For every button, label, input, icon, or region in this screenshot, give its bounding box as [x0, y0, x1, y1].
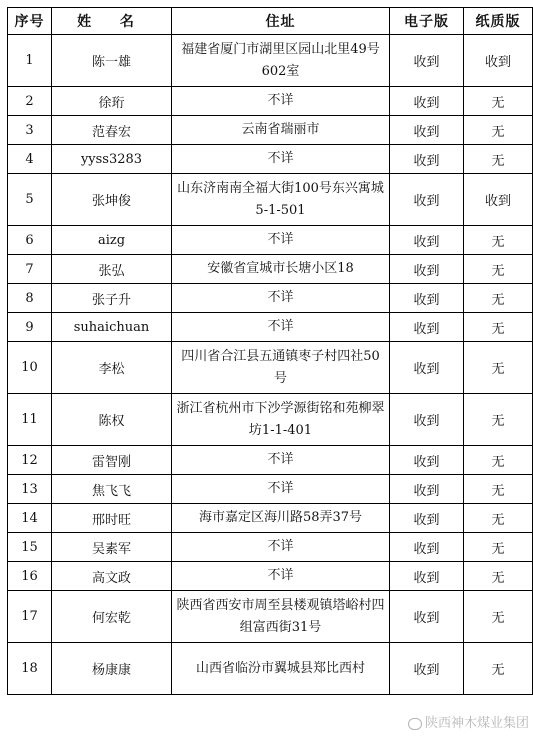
row-name: 何宏乾	[52, 591, 172, 643]
row-digital-status: 收到	[390, 504, 464, 533]
row-digital-status: 收到	[390, 87, 464, 116]
row-name: 雷智刚	[52, 446, 172, 475]
row-digital-status: 收到	[390, 446, 464, 475]
row-number: 5	[8, 174, 52, 226]
table-row	[8, 504, 533, 533]
row-paper-status: 收到	[464, 174, 533, 226]
row-paper-status: 无	[464, 562, 533, 591]
row-digital-status: 收到	[390, 255, 464, 284]
header-row	[8, 8, 533, 35]
row-digital-status: 收到	[390, 394, 464, 446]
table-row	[8, 313, 533, 342]
table-row	[8, 284, 533, 313]
row-paper-status: 无	[464, 145, 533, 174]
row-digital-status: 收到	[390, 284, 464, 313]
row-digital-status: 收到	[390, 342, 464, 394]
row-digital-status: 收到	[390, 116, 464, 145]
row-name: yyss3283	[52, 145, 172, 174]
row-digital-status: 收到	[390, 475, 464, 504]
row-number: 14	[8, 504, 52, 533]
table-row	[8, 87, 533, 116]
row-number: 13	[8, 475, 52, 504]
row-paper-status: 无	[464, 475, 533, 504]
row-name: 张子升	[52, 284, 172, 313]
row-address: 四川省合江县五通镇枣子村四社50号	[172, 342, 390, 394]
row-address: 陕西省西安市周至县楼观镇塔峪村四组富西街31号	[172, 591, 390, 643]
row-name: 杨康康	[52, 643, 172, 695]
row-address: 不详	[172, 313, 390, 342]
row-address: 山东济南南全福大街100号东兴寓城5-1-501	[172, 174, 390, 226]
row-number: 9	[8, 313, 52, 342]
row-address: 不详	[172, 87, 390, 116]
row-paper-status: 无	[464, 313, 533, 342]
row-digital-status: 收到	[390, 643, 464, 695]
row-name: 吴素军	[52, 533, 172, 562]
table-row	[8, 35, 533, 87]
row-address: 海市嘉定区海川路58弄37号	[172, 504, 390, 533]
row-paper-status: 无	[464, 87, 533, 116]
row-address: 不详	[172, 446, 390, 475]
row-name: 焦飞飞	[52, 475, 172, 504]
header-name: 姓 名	[52, 8, 172, 35]
row-name: 张坤俊	[52, 174, 172, 226]
row-paper-status: 无	[464, 533, 533, 562]
row-number: 11	[8, 394, 52, 446]
row-name: 李松	[52, 342, 172, 394]
row-digital-status: 收到	[390, 591, 464, 643]
row-address: 浙江省杭州市下沙学源街铭和苑柳翠坊1-1-401	[172, 394, 390, 446]
row-number: 8	[8, 284, 52, 313]
row-paper-status: 无	[464, 446, 533, 475]
row-address: 不详	[172, 145, 390, 174]
table-row	[8, 342, 533, 394]
row-name: 张弘	[52, 255, 172, 284]
row-number: 4	[8, 145, 52, 174]
row-digital-status: 收到	[390, 35, 464, 87]
table-row	[8, 226, 533, 255]
row-number: 6	[8, 226, 52, 255]
row-address: 云南省瑞丽市	[172, 116, 390, 145]
row-name: 陈一雄	[52, 35, 172, 87]
header-digital: 电子版	[390, 8, 464, 35]
row-paper-status: 无	[464, 116, 533, 145]
header-address: 住址	[172, 8, 390, 35]
row-number: 17	[8, 591, 52, 643]
row-paper-status: 无	[464, 284, 533, 313]
row-name: 陈权	[52, 394, 172, 446]
row-paper-status: 无	[464, 342, 533, 394]
table-row	[8, 174, 533, 226]
row-name: 邢时旺	[52, 504, 172, 533]
table-row	[8, 533, 533, 562]
watermark-text: 陕西神木煤业集团	[424, 716, 529, 731]
table-row	[8, 255, 533, 284]
table-body	[8, 35, 533, 695]
recipient-table	[7, 7, 533, 695]
row-name: 范春宏	[52, 116, 172, 145]
table-row	[8, 394, 533, 446]
table-row	[8, 475, 533, 504]
row-number: 3	[8, 116, 52, 145]
row-number: 10	[8, 342, 52, 394]
row-paper-status: 无	[464, 591, 533, 643]
row-address: 不详	[172, 562, 390, 591]
row-number: 7	[8, 255, 52, 284]
row-number: 15	[8, 533, 52, 562]
table-row	[8, 116, 533, 145]
row-name: aizg	[52, 226, 172, 255]
row-address: 不详	[172, 475, 390, 504]
row-paper-status: 无	[464, 255, 533, 284]
row-paper-status: 无	[464, 504, 533, 533]
row-paper-status: 无	[464, 394, 533, 446]
table-row	[8, 145, 533, 174]
row-paper-status: 无	[464, 226, 533, 255]
row-name: 徐珩	[52, 87, 172, 116]
header-paper: 纸质版	[464, 8, 533, 35]
row-name: 高文政	[52, 562, 172, 591]
row-number: 12	[8, 446, 52, 475]
row-name: suhaichuan	[52, 313, 172, 342]
row-address: 不详	[172, 226, 390, 255]
row-digital-status: 收到	[390, 226, 464, 255]
table-row	[8, 446, 533, 475]
row-paper-status: 无	[464, 643, 533, 695]
row-address: 福建省厦门市湖里区园山北里49号602室	[172, 35, 390, 87]
table-row	[8, 643, 533, 695]
row-digital-status: 收到	[390, 533, 464, 562]
wechat-icon	[408, 718, 422, 730]
row-number: 1	[8, 35, 52, 87]
row-address: 不详	[172, 533, 390, 562]
header-no: 序号	[8, 8, 52, 35]
row-digital-status: 收到	[390, 313, 464, 342]
row-number: 16	[8, 562, 52, 591]
row-address: 安徽省宣城市长塘小区18	[172, 255, 390, 284]
table-row	[8, 562, 533, 591]
row-address: 山西省临汾市翼城县郑比西村	[172, 643, 390, 695]
row-digital-status: 收到	[390, 174, 464, 226]
row-number: 18	[8, 643, 52, 695]
row-digital-status: 收到	[390, 145, 464, 174]
row-address: 不详	[172, 284, 390, 313]
table-row	[8, 591, 533, 643]
row-paper-status: 收到	[464, 35, 533, 87]
row-digital-status: 收到	[390, 562, 464, 591]
watermark	[408, 712, 529, 731]
row-number: 2	[8, 87, 52, 116]
